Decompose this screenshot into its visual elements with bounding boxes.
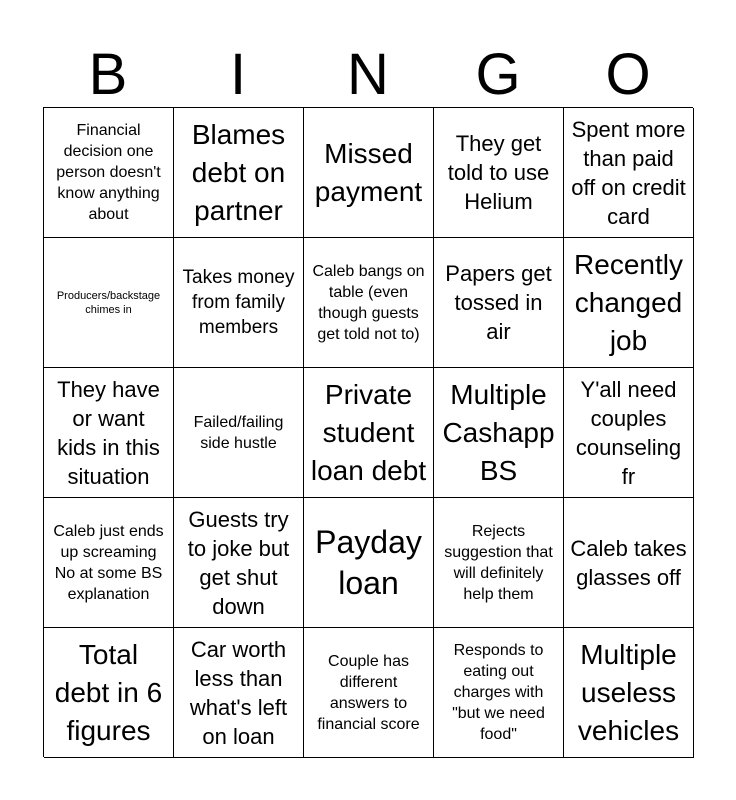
bingo-cell-r5-c1[interactable] — [44, 628, 174, 758]
cell-text: Responds to eating out charges with "but we need food" — [452, 642, 545, 743]
bingo-cell-r5-c5[interactable] — [564, 628, 694, 758]
bingo-cell-r4-c2[interactable] — [174, 498, 304, 628]
header-letter-o: O — [605, 42, 651, 107]
cell-text: Multiple useless vehicles — [577, 638, 680, 746]
cell-text: Blames debt on partner — [191, 118, 286, 226]
cell-text: Spent more than paid off on credit card — [571, 116, 686, 229]
bingo-grid — [43, 107, 693, 757]
bingo-cell-r3-c3[interactable] — [304, 368, 434, 498]
cell-text: Caleb bangs on table (even though guests get told not to) — [312, 262, 425, 343]
cell-text: Financial decision one person doesn't know anything about — [56, 122, 161, 223]
cell-text: Papers get tossed in air — [445, 261, 552, 344]
cell-text: They have or want kids in this situation — [57, 376, 160, 489]
bingo-cell-r5-c3[interactable] — [304, 628, 434, 758]
bingo-cell-r4-c1[interactable] — [44, 498, 174, 628]
cell-text: Multiple Cashapp BS — [442, 378, 555, 486]
cell-text: Recently changed job — [574, 248, 683, 356]
bingo-cell-r2-c1[interactable] — [44, 238, 174, 368]
cell-text: They get told to use Helium — [447, 131, 550, 214]
cell-text: Caleb just ends up screaming No at some BS explanation — [53, 522, 164, 603]
bingo-cell-r4-c4[interactable] — [434, 498, 564, 628]
cell-text: Guests try to joke but get shut down — [187, 506, 290, 619]
cell-text: Y'all need couples counseling fr — [575, 376, 682, 489]
cell-text: Caleb takes glasses off — [570, 535, 687, 590]
header-letter-b: B — [88, 42, 128, 107]
bingo-cell-r4-c5[interactable] — [564, 498, 694, 628]
cell-text: Missed payment — [314, 137, 423, 207]
bingo-cell-r1-c4[interactable] — [434, 108, 564, 238]
bingo-cell-r3-c2[interactable] — [174, 368, 304, 498]
header-letter-n: N — [347, 42, 389, 107]
cell-text: Couple has different answers to financial score — [317, 652, 420, 733]
bingo-cell-r1-c1[interactable] — [44, 108, 174, 238]
bingo-cell-r3-c1[interactable] — [44, 368, 174, 498]
bingo-cell-r1-c2[interactable] — [174, 108, 304, 238]
bingo-cell-r2-c5[interactable] — [564, 238, 694, 368]
cell-text: Car worth less than what's left on loan — [189, 636, 288, 749]
cell-text: Rejects suggestion that will definitely help them — [444, 522, 553, 603]
cell-text: Private student loan debt — [310, 378, 427, 486]
bingo-cell-r3-c4[interactable] — [434, 368, 564, 498]
bingo-cell-r1-c3[interactable] — [304, 108, 434, 238]
bingo-cell-r3-c5[interactable] — [564, 368, 694, 498]
bingo-cell-r4-c3[interactable] — [304, 498, 434, 628]
bingo-header — [43, 42, 693, 108]
bingo-cell-r5-c2[interactable] — [174, 628, 304, 758]
cell-text: Payday loan — [315, 523, 422, 601]
bingo-cell-r2-c4[interactable] — [434, 238, 564, 368]
cell-text: Total debt in 6 figures — [54, 638, 163, 746]
cell-text: Takes money from family members — [182, 267, 295, 338]
cell-text: Failed/failing side hustle — [193, 413, 284, 452]
bingo-cell-r2-c2[interactable] — [174, 238, 304, 368]
header-letter-g: G — [475, 42, 521, 107]
bingo-cell-r1-c5[interactable] — [564, 108, 694, 238]
cell-text: Producers/backstage chimes in — [56, 289, 161, 316]
bingo-cell-r2-c3[interactable] — [304, 238, 434, 368]
bingo-cell-r5-c4[interactable] — [434, 628, 564, 758]
header-letter-i: I — [229, 42, 247, 107]
